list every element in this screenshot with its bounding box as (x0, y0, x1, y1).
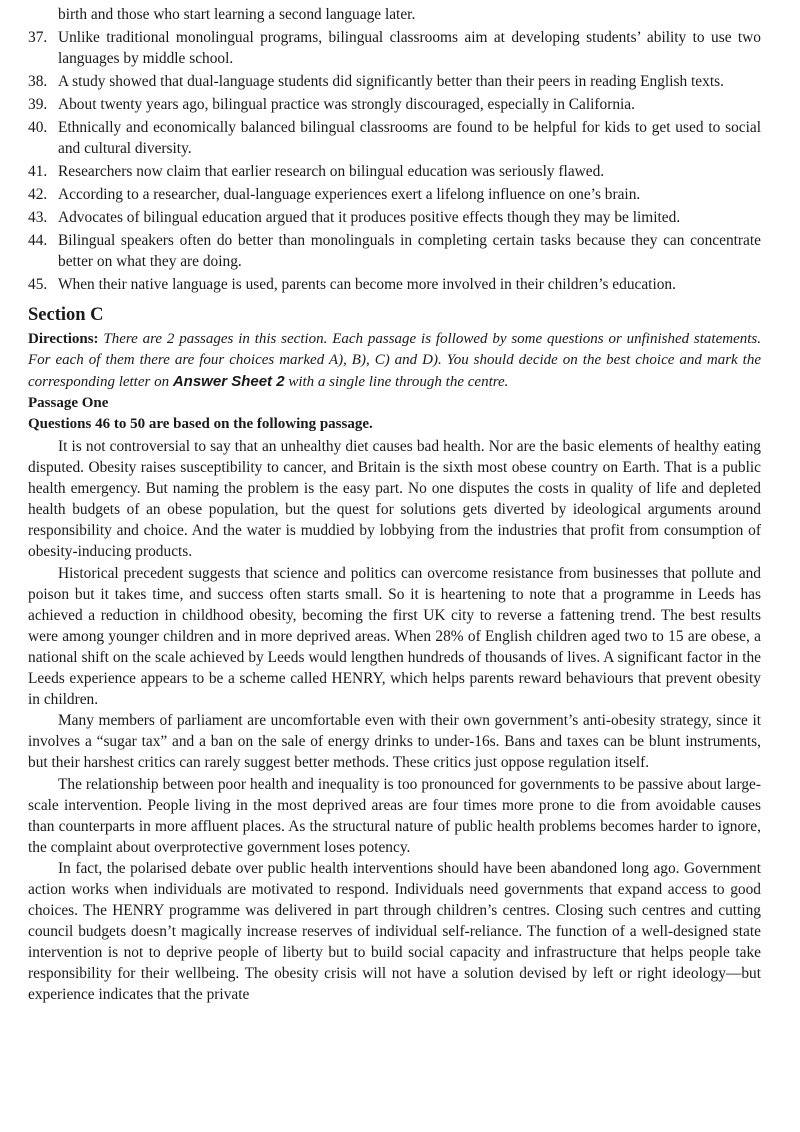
statement-number: 37. (28, 29, 48, 46)
statement-number: 39. (28, 96, 48, 113)
directions-text: There are 2 passages in this section. Each passage is followed by some questions or unfinished statements. For each of them there are four choices marked A), B), C) and D). You should decide on the best choice and mark the corresponding letter on (28, 331, 762, 390)
section-heading: Section C (28, 305, 104, 325)
statement-text: According to a researcher, dual-language experiences exert a lifelong influence on one’s brain. (58, 186, 641, 203)
passage-paragraph: Historical precedent suggests that science and politics can overcome resistance from businesses that pollute and poison but it takes time, and success often starts small. So it is heartening to note that a programme in Leeds has achieved a reduction in childhood obesity, becoming the first UK city to reverse a fattening trend. The best results were among younger children and in more deprived areas. When 28% of English children aged two to 15 are obese, a national shift on the scale achieved by Leeds would lengthen hundreds of thousands of lives. A significant factor in the Leeds experience appears to be a scheme called HENRY, which helps parents reward behaviours that prevent obesity in children. (28, 564, 761, 709)
statement-number: 40. (28, 119, 48, 136)
statement-text: Unlike traditional monolingual programs, bilingual classrooms aim at developing students’ ability to use two languages by middle school. (58, 29, 761, 67)
statement-number: 42. (28, 186, 48, 203)
statement-number: 45. (28, 276, 48, 293)
passage-label: Passage One (28, 395, 109, 411)
statement-item (28, 161, 761, 182)
statement-number: 43. (28, 209, 48, 226)
passage-paragraph: The relationship between poor health and inequality is too pronounced for governments to be passive about large-scale intervention. People living in the most deprived areas are four times more prone to die from avoidable causes than counterparts in more affluent places. As the structural nature of public health problems becomes harder to ignore, the complaint about overprotective government loses potency. (28, 775, 761, 856)
lead-in-text: birth and those who start learning a second language later. (58, 6, 416, 23)
exam-page (28, 4, 761, 1006)
statement-number: 38. (28, 73, 48, 90)
statement-item (28, 71, 761, 92)
statement-number: 41. (28, 163, 48, 180)
statement-item (28, 207, 761, 228)
statement-text: Advocates of bilingual education argued that it produces positive effects though they may be limited. (58, 209, 681, 226)
passage-paragraph: In fact, the polarised debate over public health interventions should have been abandoned long ago. Government action works when individuals are motivated to respond. Individuals need governments that expand access to good choices. The HENRY programme was delivered in part through children’s centres. Closing such centres and cutting council budgets doesn’t magically increase reserves of individual self-reliance. The function of a well-designed state intervention is not to deprive people of liberty but to build social capacity and infrastructure that helps people take responsibility for their wellbeing. The obesity crisis will not have a solution devised by left or right ideology—but experience indicates that the private (28, 859, 761, 1004)
statement-item (28, 230, 761, 272)
answer-sheet-reference: Answer Sheet 2 (172, 373, 285, 390)
passage-paragraph: It is not controversial to say that an unhealthy diet causes bad health. Nor are the basic elements of healthy eating disputed. Obesity raises susceptibility to cancer, and Britain is the sixth most obese country on Earth. That is a public health emergency. But naming the problem is the easy part. No one disputes the costs in quality of life and depleted health budgets of an obese population, but the quest for solutions gets diverted by ideological arguments around responsibility and choice. And the water is muddied by lobbying from the industries that profit from consumption of obesity-inducing products. (28, 438, 761, 561)
statement-text: Researchers now claim that earlier research on bilingual education was seriously flawed. (58, 163, 605, 180)
passage-body (28, 436, 761, 1006)
directions-block (28, 329, 761, 393)
statement-text: Ethnically and economically balanced bilingual classrooms are found to be helpful for kids to get used to social and cultural diversity. (58, 119, 761, 157)
statement-item (28, 117, 761, 159)
statement-list (28, 27, 761, 295)
statement-item (28, 274, 761, 295)
questions-range: Questions 46 to 50 are based on the following passage. (28, 416, 373, 432)
statement-text: A study showed that dual-language students did significantly better than their peers in reading English texts. (58, 73, 724, 90)
statement-text: About twenty years ago, bilingual practice was strongly discouraged, especially in California. (58, 96, 635, 113)
statement-item (28, 184, 761, 205)
passage-paragraph: Many members of parliament are uncomfortable even with their own government’s anti-obesity strategy, since it involves a “sugar tax” and a ban on the sale of energy drinks to under-16s. Bans and taxes can be blunt instruments, but their harshest critics can rarely suggest better methods. These critics just oppose regulation itself. (28, 712, 761, 772)
statement-text: When their native language is used, parents can become more involved in their children’s education. (58, 276, 676, 293)
directions-label: Directions: (28, 331, 99, 347)
statement-item (28, 94, 761, 115)
statement-item (28, 27, 761, 69)
statement-text: Bilingual speakers often do better than monolinguals in completing certain tasks because they can concentrate better on what they are doing. (58, 232, 761, 270)
directions-text-end: with a single line through the centre. (288, 374, 509, 390)
statement-number: 44. (28, 232, 48, 249)
